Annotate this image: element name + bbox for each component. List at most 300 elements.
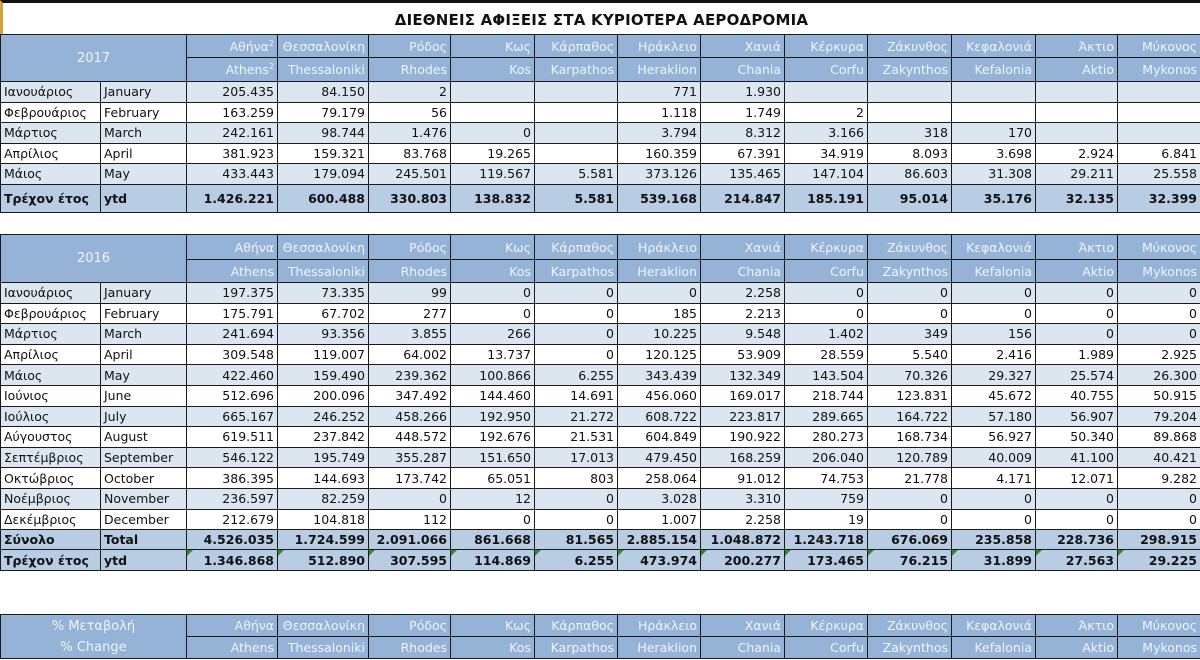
airport-header-english[interactable] — [1036, 260, 1118, 283]
value-cell-kos[interactable]: 100.866 — [451, 365, 535, 386]
value-cell-corfu[interactable]: 759 — [785, 488, 868, 509]
value-cell-karpathos[interactable]: 0 — [535, 303, 618, 324]
airport-header-greek[interactable] — [451, 35, 535, 58]
value-cell-rhodes[interactable]: 355.287 — [369, 447, 451, 468]
month-english-cell[interactable]: March — [101, 324, 187, 345]
value-cell-aktio[interactable]: 40.755 — [1036, 385, 1118, 406]
value-cell-athens[interactable]: 205.435 — [187, 82, 278, 103]
value-cell-thessaloniki[interactable]: 119.007 — [278, 344, 369, 365]
value-cell-kefalonia[interactable]: 3.698 — [952, 143, 1036, 164]
value-cell-rhodes[interactable]: 0 — [369, 488, 451, 509]
airport-header-greek[interactable] — [187, 235, 278, 260]
airport-header-greek[interactable] — [451, 615, 535, 637]
value-cell-kos[interactable]: 65.051 — [451, 468, 535, 489]
month-greek-cell[interactable]: Δεκέμβριος — [1, 509, 101, 530]
value-cell-corfu[interactable]: 147.104 — [785, 164, 868, 185]
airport-header-english[interactable] — [701, 637, 785, 659]
value-cell-zakynthos[interactable]: 0 — [868, 303, 952, 324]
value-cell-zakynthos[interactable]: 76.215 — [868, 550, 952, 571]
airport-header-greek[interactable] — [187, 35, 278, 58]
month-english-cell[interactable]: October — [101, 468, 187, 489]
value-cell-karpathos[interactable]: 21.272 — [535, 406, 618, 427]
value-cell-aktio[interactable] — [1036, 102, 1118, 123]
value-cell-thessaloniki[interactable]: 246.252 — [278, 406, 369, 427]
airport-header-english[interactable] — [278, 58, 369, 82]
value-cell-thessaloniki[interactable]: 195.749 — [278, 447, 369, 468]
value-cell-aktio[interactable]: 50.340 — [1036, 427, 1118, 448]
value-cell-chania[interactable]: 8.312 — [701, 123, 785, 144]
value-cell-mykonos[interactable] — [1118, 123, 1200, 144]
value-cell-kos[interactable]: 13.737 — [451, 344, 535, 365]
airport-header-english[interactable] — [535, 58, 618, 82]
value-cell-kos[interactable]: 119.567 — [451, 164, 535, 185]
value-cell-corfu[interactable]: 218.744 — [785, 385, 868, 406]
value-cell-karpathos[interactable] — [535, 82, 618, 103]
airport-header-greek[interactable] — [278, 35, 369, 58]
month-english-cell[interactable]: December — [101, 509, 187, 530]
value-cell-karpathos[interactable]: 0 — [535, 344, 618, 365]
airport-header-english[interactable] — [952, 637, 1036, 659]
airport-header-greek[interactable] — [1118, 35, 1200, 58]
value-cell-kefalonia[interactable] — [952, 82, 1036, 103]
airport-header-english[interactable] — [535, 637, 618, 659]
value-cell-karpathos[interactable]: 0 — [535, 488, 618, 509]
value-cell-chania[interactable]: 223.817 — [701, 406, 785, 427]
value-cell-aktio[interactable]: 25.574 — [1036, 365, 1118, 386]
value-cell-mykonos[interactable]: 0 — [1118, 324, 1200, 345]
value-cell-rhodes[interactable]: 330.803 — [369, 184, 451, 212]
value-cell-zakynthos[interactable]: 0 — [868, 509, 952, 530]
value-cell-kos[interactable]: 861.668 — [451, 530, 535, 550]
value-cell-kefalonia[interactable]: 0 — [952, 488, 1036, 509]
airport-header-greek[interactable] — [952, 35, 1036, 58]
value-cell-corfu[interactable]: 143.504 — [785, 365, 868, 386]
airport-header-greek[interactable] — [701, 35, 785, 58]
value-cell-kefalonia[interactable]: 0 — [952, 509, 1036, 530]
airport-header-english[interactable] — [618, 637, 701, 659]
airport-header-english[interactable] — [369, 637, 451, 659]
value-cell-corfu[interactable]: 34.919 — [785, 143, 868, 164]
value-cell-chania[interactable]: 200.277 — [701, 550, 785, 571]
month-greek-cell[interactable]: Φεβρουάριος — [1, 102, 101, 123]
airport-header-greek[interactable] — [1036, 235, 1118, 260]
value-cell-heraklion[interactable]: 456.060 — [618, 385, 701, 406]
value-cell-mykonos[interactable]: 50.915 — [1118, 385, 1200, 406]
value-cell-corfu[interactable]: 3.166 — [785, 123, 868, 144]
airport-header-english[interactable] — [785, 260, 868, 283]
value-cell-kefalonia[interactable]: 40.009 — [952, 447, 1036, 468]
value-cell-aktio[interactable]: 0 — [1036, 488, 1118, 509]
value-cell-mykonos[interactable] — [1118, 82, 1200, 103]
value-cell-athens[interactable]: 619.511 — [187, 427, 278, 448]
airport-header-greek[interactable] — [701, 235, 785, 260]
value-cell-rhodes[interactable]: 307.595 — [369, 550, 451, 571]
value-cell-chania[interactable]: 91.012 — [701, 468, 785, 489]
value-cell-karpathos[interactable] — [535, 102, 618, 123]
value-cell-karpathos[interactable]: 14.691 — [535, 385, 618, 406]
month-greek-cell[interactable]: Σύνολο — [1, 530, 101, 550]
airport-header-greek[interactable] — [618, 35, 701, 58]
value-cell-kos[interactable]: 0 — [451, 303, 535, 324]
airport-header-greek[interactable] — [785, 615, 868, 637]
value-cell-zakynthos[interactable]: 349 — [868, 324, 952, 345]
month-english-cell[interactable]: March — [101, 123, 187, 144]
value-cell-athens[interactable]: 381.923 — [187, 143, 278, 164]
airport-header-english[interactable] — [868, 637, 952, 659]
month-greek-cell[interactable]: Φεβρουάριος — [1, 303, 101, 324]
value-cell-zakynthos[interactable]: 8.093 — [868, 143, 952, 164]
value-cell-thessaloniki[interactable]: 84.150 — [278, 82, 369, 103]
airport-header-english[interactable] — [535, 260, 618, 283]
value-cell-heraklion[interactable]: 160.359 — [618, 143, 701, 164]
value-cell-mykonos[interactable]: 0 — [1118, 303, 1200, 324]
value-cell-athens[interactable]: 422.460 — [187, 365, 278, 386]
value-cell-rhodes[interactable]: 239.362 — [369, 365, 451, 386]
value-cell-heraklion[interactable]: 343.439 — [618, 365, 701, 386]
value-cell-corfu[interactable]: 173.465 — [785, 550, 868, 571]
airport-header-greek[interactable] — [535, 235, 618, 260]
airport-header-greek[interactable] — [187, 615, 278, 637]
value-cell-zakynthos[interactable]: 676.069 — [868, 530, 952, 550]
value-cell-rhodes[interactable]: 83.768 — [369, 143, 451, 164]
airport-header-english[interactable] — [369, 260, 451, 283]
month-greek-cell[interactable]: Απρίλιος — [1, 344, 101, 365]
month-greek-cell[interactable]: Νοέμβριος — [1, 488, 101, 509]
value-cell-rhodes[interactable]: 99 — [369, 283, 451, 304]
value-cell-kefalonia[interactable] — [952, 102, 1036, 123]
value-cell-mykonos[interactable]: 89.868 — [1118, 427, 1200, 448]
value-cell-rhodes[interactable]: 2 — [369, 82, 451, 103]
value-cell-heraklion[interactable]: 2.885.154 — [618, 530, 701, 550]
value-cell-kos[interactable]: 0 — [451, 283, 535, 304]
airport-header-greek[interactable] — [1118, 615, 1200, 637]
value-cell-athens[interactable]: 512.696 — [187, 385, 278, 406]
value-cell-chania[interactable]: 9.548 — [701, 324, 785, 345]
month-greek-cell[interactable]: Ιανουάριος — [1, 82, 101, 103]
value-cell-aktio[interactable]: 56.907 — [1036, 406, 1118, 427]
value-cell-kefalonia[interactable]: 56.927 — [952, 427, 1036, 448]
value-cell-athens[interactable]: 546.122 — [187, 447, 278, 468]
airport-header-greek[interactable] — [1036, 35, 1118, 58]
value-cell-heraklion[interactable]: 608.722 — [618, 406, 701, 427]
value-cell-kefalonia[interactable]: 45.672 — [952, 385, 1036, 406]
value-cell-karpathos[interactable]: 803 — [535, 468, 618, 489]
value-cell-aktio[interactable]: 12.071 — [1036, 468, 1118, 489]
value-cell-thessaloniki[interactable]: 179.094 — [278, 164, 369, 185]
value-cell-thessaloniki[interactable]: 159.490 — [278, 365, 369, 386]
value-cell-zakynthos[interactable] — [868, 102, 952, 123]
value-cell-kos[interactable]: 19.265 — [451, 143, 535, 164]
value-cell-rhodes[interactable]: 347.492 — [369, 385, 451, 406]
value-cell-heraklion[interactable]: 258.064 — [618, 468, 701, 489]
value-cell-aktio[interactable]: 1.989 — [1036, 344, 1118, 365]
value-cell-aktio[interactable]: 41.100 — [1036, 447, 1118, 468]
value-cell-kefalonia[interactable]: 0 — [952, 303, 1036, 324]
value-cell-rhodes[interactable]: 3.855 — [369, 324, 451, 345]
airport-header-greek[interactable] — [701, 615, 785, 637]
airport-header-greek[interactable] — [868, 615, 952, 637]
value-cell-heraklion[interactable]: 771 — [618, 82, 701, 103]
month-english-cell[interactable]: July — [101, 406, 187, 427]
month-greek-cell[interactable]: Μάρτιος — [1, 123, 101, 144]
airport-header-greek[interactable] — [868, 35, 952, 58]
value-cell-zakynthos[interactable]: 168.734 — [868, 427, 952, 448]
value-cell-chania[interactable]: 53.909 — [701, 344, 785, 365]
value-cell-thessaloniki[interactable]: 79.179 — [278, 102, 369, 123]
value-cell-mykonos[interactable]: 26.300 — [1118, 365, 1200, 386]
value-cell-athens[interactable]: 665.167 — [187, 406, 278, 427]
value-cell-karpathos[interactable]: 0 — [535, 283, 618, 304]
value-cell-mykonos[interactable]: 2.925 — [1118, 344, 1200, 365]
airport-header-greek[interactable] — [952, 235, 1036, 260]
value-cell-kos[interactable]: 192.950 — [451, 406, 535, 427]
airport-header-english[interactable] — [187, 260, 278, 283]
value-cell-chania[interactable]: 190.922 — [701, 427, 785, 448]
value-cell-athens[interactable]: 1.426.221 — [187, 184, 278, 212]
value-cell-mykonos[interactable]: 40.421 — [1118, 447, 1200, 468]
value-cell-corfu[interactable]: 185.191 — [785, 184, 868, 212]
airport-header-greek[interactable] — [451, 235, 535, 260]
value-cell-aktio[interactable]: 32.135 — [1036, 184, 1118, 212]
value-cell-rhodes[interactable]: 173.742 — [369, 468, 451, 489]
value-cell-thessaloniki[interactable]: 600.488 — [278, 184, 369, 212]
airport-header-english[interactable] — [701, 58, 785, 82]
value-cell-kefalonia[interactable]: 170 — [952, 123, 1036, 144]
value-cell-thessaloniki[interactable]: 144.693 — [278, 468, 369, 489]
value-cell-kefalonia[interactable]: 4.171 — [952, 468, 1036, 489]
value-cell-kos[interactable]: 266 — [451, 324, 535, 345]
value-cell-kos[interactable]: 12 — [451, 488, 535, 509]
value-cell-athens[interactable]: 242.161 — [187, 123, 278, 144]
airport-header-english[interactable] — [618, 58, 701, 82]
month-greek-cell[interactable]: Σεπτέμβριος — [1, 447, 101, 468]
value-cell-kefalonia[interactable]: 31.899 — [952, 550, 1036, 571]
value-cell-chania[interactable]: 1.930 — [701, 82, 785, 103]
month-greek-cell[interactable]: Ιούλιος — [1, 406, 101, 427]
value-cell-thessaloniki[interactable]: 82.259 — [278, 488, 369, 509]
month-english-cell[interactable]: February — [101, 102, 187, 123]
value-cell-mykonos[interactable] — [1118, 102, 1200, 123]
value-cell-mykonos[interactable]: 9.282 — [1118, 468, 1200, 489]
month-english-cell[interactable]: May — [101, 365, 187, 386]
value-cell-aktio[interactable]: 0 — [1036, 303, 1118, 324]
airport-header-greek[interactable] — [278, 615, 369, 637]
value-cell-zakynthos[interactable]: 21.778 — [868, 468, 952, 489]
airport-header-english[interactable] — [952, 260, 1036, 283]
value-cell-zakynthos[interactable]: 123.831 — [868, 385, 952, 406]
airport-header-greek[interactable] — [535, 35, 618, 58]
value-cell-chania[interactable]: 2.213 — [701, 303, 785, 324]
value-cell-chania[interactable]: 1.048.872 — [701, 530, 785, 550]
airport-header-greek[interactable] — [1036, 615, 1118, 637]
year-header[interactable]: 2016 — [1, 235, 187, 283]
value-cell-karpathos[interactable]: 21.531 — [535, 427, 618, 448]
airport-header-english[interactable] — [187, 637, 278, 659]
value-cell-rhodes[interactable]: 1.476 — [369, 123, 451, 144]
value-cell-zakynthos[interactable]: 318 — [868, 123, 952, 144]
value-cell-kos[interactable]: 0 — [451, 509, 535, 530]
value-cell-chania[interactable]: 2.258 — [701, 509, 785, 530]
value-cell-mykonos[interactable]: 29.225 — [1118, 550, 1200, 571]
value-cell-rhodes[interactable]: 458.266 — [369, 406, 451, 427]
value-cell-mykonos[interactable]: 0 — [1118, 283, 1200, 304]
month-english-cell[interactable]: April — [101, 143, 187, 164]
airport-header-greek[interactable] — [369, 35, 451, 58]
value-cell-thessaloniki[interactable]: 237.842 — [278, 427, 369, 448]
value-cell-zakynthos[interactable]: 86.603 — [868, 164, 952, 185]
value-cell-kefalonia[interactable]: 29.327 — [952, 365, 1036, 386]
value-cell-karpathos[interactable]: 6.255 — [535, 550, 618, 571]
value-cell-zakynthos[interactable] — [868, 82, 952, 103]
value-cell-karpathos[interactable] — [535, 143, 618, 164]
value-cell-athens[interactable]: 241.694 — [187, 324, 278, 345]
airport-header-english[interactable] — [1118, 260, 1200, 283]
value-cell-kos[interactable] — [451, 82, 535, 103]
value-cell-corfu[interactable]: 280.273 — [785, 427, 868, 448]
value-cell-corfu[interactable]: 206.040 — [785, 447, 868, 468]
value-cell-athens[interactable]: 4.526.035 — [187, 530, 278, 550]
value-cell-chania[interactable]: 132.349 — [701, 365, 785, 386]
airport-header-english[interactable] — [451, 637, 535, 659]
value-cell-rhodes[interactable]: 2.091.066 — [369, 530, 451, 550]
value-cell-athens[interactable]: 163.259 — [187, 102, 278, 123]
value-cell-aktio[interactable]: 228.736 — [1036, 530, 1118, 550]
value-cell-kefalonia[interactable]: 31.308 — [952, 164, 1036, 185]
airport-header-greek[interactable] — [952, 615, 1036, 637]
airport-header-greek[interactable] — [369, 235, 451, 260]
airport-header-english[interactable] — [278, 260, 369, 283]
value-cell-athens[interactable]: 433.443 — [187, 164, 278, 185]
month-english-cell[interactable]: May — [101, 164, 187, 185]
value-cell-thessaloniki[interactable]: 1.724.599 — [278, 530, 369, 550]
value-cell-aktio[interactable]: 0 — [1036, 283, 1118, 304]
value-cell-athens[interactable]: 236.597 — [187, 488, 278, 509]
value-cell-rhodes[interactable]: 448.572 — [369, 427, 451, 448]
value-cell-karpathos[interactable]: 5.581 — [535, 164, 618, 185]
value-cell-zakynthos[interactable]: 164.722 — [868, 406, 952, 427]
month-english-cell[interactable]: January — [101, 82, 187, 103]
value-cell-rhodes[interactable]: 112 — [369, 509, 451, 530]
value-cell-kefalonia[interactable]: 156 — [952, 324, 1036, 345]
value-cell-heraklion[interactable]: 120.125 — [618, 344, 701, 365]
value-cell-corfu[interactable]: 74.753 — [785, 468, 868, 489]
value-cell-kefalonia[interactable]: 35.176 — [952, 184, 1036, 212]
value-cell-rhodes[interactable]: 56 — [369, 102, 451, 123]
value-cell-kefalonia[interactable]: 2.416 — [952, 344, 1036, 365]
value-cell-chania[interactable]: 135.465 — [701, 164, 785, 185]
airport-header-english[interactable] — [785, 637, 868, 659]
month-english-cell[interactable]: August — [101, 427, 187, 448]
value-cell-thessaloniki[interactable]: 73.335 — [278, 283, 369, 304]
value-cell-thessaloniki[interactable]: 512.890 — [278, 550, 369, 571]
month-english-cell[interactable]: ytd — [101, 184, 187, 212]
month-greek-cell[interactable]: Τρέχον έτος — [1, 550, 101, 571]
airport-header-greek[interactable] — [785, 35, 868, 58]
value-cell-corfu[interactable]: 2 — [785, 102, 868, 123]
value-cell-kos[interactable]: 114.869 — [451, 550, 535, 571]
value-cell-heraklion[interactable]: 604.849 — [618, 427, 701, 448]
month-english-cell[interactable]: January — [101, 283, 187, 304]
value-cell-kefalonia[interactable]: 0 — [952, 283, 1036, 304]
value-cell-chania[interactable]: 3.310 — [701, 488, 785, 509]
value-cell-aktio[interactable]: 0 — [1036, 509, 1118, 530]
airport-header-english[interactable] — [618, 260, 701, 283]
value-cell-kefalonia[interactable]: 235.858 — [952, 530, 1036, 550]
month-english-cell[interactable]: June — [101, 385, 187, 406]
value-cell-rhodes[interactable]: 277 — [369, 303, 451, 324]
month-english-cell[interactable]: ytd — [101, 550, 187, 571]
value-cell-heraklion[interactable]: 185 — [618, 303, 701, 324]
value-cell-heraklion[interactable]: 373.126 — [618, 164, 701, 185]
value-cell-aktio[interactable]: 27.563 — [1036, 550, 1118, 571]
value-cell-aktio[interactable]: 0 — [1036, 324, 1118, 345]
airport-header-english[interactable] — [451, 260, 535, 283]
value-cell-karpathos[interactable]: 5.581 — [535, 184, 618, 212]
value-cell-zakynthos[interactable]: 0 — [868, 488, 952, 509]
value-cell-corfu[interactable]: 289.665 — [785, 406, 868, 427]
value-cell-mykonos[interactable]: 32.399 — [1118, 184, 1200, 212]
month-english-cell[interactable]: September — [101, 447, 187, 468]
value-cell-kos[interactable]: 138.832 — [451, 184, 535, 212]
value-cell-corfu[interactable] — [785, 82, 868, 103]
value-cell-aktio[interactable]: 29.211 — [1036, 164, 1118, 185]
value-cell-thessaloniki[interactable]: 67.702 — [278, 303, 369, 324]
value-cell-corfu[interactable]: 0 — [785, 283, 868, 304]
value-cell-karpathos[interactable] — [535, 123, 618, 144]
value-cell-thessaloniki[interactable]: 159.321 — [278, 143, 369, 164]
value-cell-heraklion[interactable]: 1.007 — [618, 509, 701, 530]
month-greek-cell[interactable]: Αύγουστος — [1, 427, 101, 448]
airport-header-english[interactable] — [868, 58, 952, 82]
value-cell-aktio[interactable] — [1036, 123, 1118, 144]
airport-header-english[interactable] — [785, 58, 868, 82]
value-cell-chania[interactable]: 67.391 — [701, 143, 785, 164]
value-cell-thessaloniki[interactable]: 104.818 — [278, 509, 369, 530]
airport-header-english[interactable] — [187, 58, 278, 82]
value-cell-corfu[interactable]: 19 — [785, 509, 868, 530]
value-cell-kefalonia[interactable]: 57.180 — [952, 406, 1036, 427]
value-cell-zakynthos[interactable]: 95.014 — [868, 184, 952, 212]
airport-header-english[interactable] — [1036, 58, 1118, 82]
value-cell-thessaloniki[interactable]: 93.356 — [278, 324, 369, 345]
value-cell-kos[interactable]: 192.676 — [451, 427, 535, 448]
value-cell-rhodes[interactable]: 245.501 — [369, 164, 451, 185]
value-cell-heraklion[interactable]: 3.794 — [618, 123, 701, 144]
value-cell-aktio[interactable] — [1036, 82, 1118, 103]
value-cell-chania[interactable]: 214.847 — [701, 184, 785, 212]
value-cell-heraklion[interactable]: 3.028 — [618, 488, 701, 509]
airport-header-english[interactable] — [1118, 58, 1200, 82]
year-header[interactable] — [1, 615, 187, 659]
value-cell-rhodes[interactable]: 64.002 — [369, 344, 451, 365]
airport-header-english[interactable] — [278, 637, 369, 659]
month-greek-cell[interactable]: Τρέχον έτος — [1, 184, 101, 212]
airport-header-greek[interactable] — [1118, 235, 1200, 260]
value-cell-athens[interactable]: 386.395 — [187, 468, 278, 489]
month-greek-cell[interactable]: Μάιος — [1, 365, 101, 386]
airport-header-english[interactable] — [868, 260, 952, 283]
value-cell-aktio[interactable]: 2.924 — [1036, 143, 1118, 164]
month-english-cell[interactable]: February — [101, 303, 187, 324]
airport-header-greek[interactable] — [868, 235, 952, 260]
value-cell-karpathos[interactable]: 6.255 — [535, 365, 618, 386]
value-cell-thessaloniki[interactable]: 98.744 — [278, 123, 369, 144]
value-cell-chania[interactable]: 2.258 — [701, 283, 785, 304]
value-cell-chania[interactable]: 169.017 — [701, 385, 785, 406]
value-cell-heraklion[interactable]: 479.450 — [618, 447, 701, 468]
value-cell-kos[interactable]: 151.650 — [451, 447, 535, 468]
month-greek-cell[interactable]: Μάρτιος — [1, 324, 101, 345]
